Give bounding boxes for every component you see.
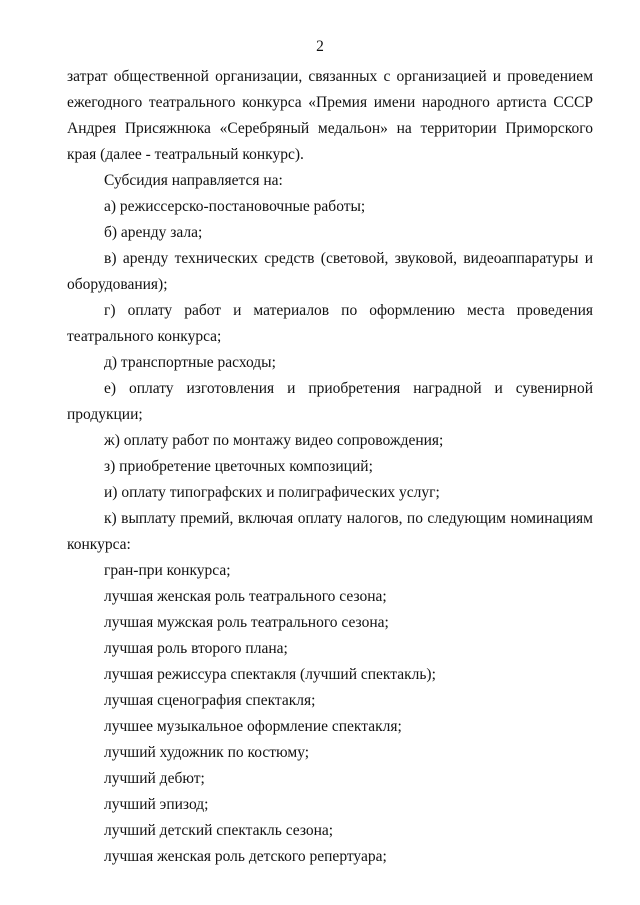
list-item-b: б) аренду зала; <box>104 224 203 241</box>
nomination-item: лучшая женская роль детского репертуара; <box>104 848 387 865</box>
nomination-item: лучшая женская роль театрального сезона; <box>104 588 387 605</box>
document-body <box>67 64 593 870</box>
page-number: 2 <box>316 38 324 55</box>
nomination-item: лучший эпизод; <box>104 796 209 813</box>
nomination-item: лучшая роль второго плана; <box>104 640 288 657</box>
list-item-v: в) аренду технических средств (световой, звуковой, видеоаппаратуры и оборудования); <box>67 250 593 293</box>
nomination-item: лучший дебют; <box>104 770 205 787</box>
list-item-i: и) оплату типографских и полиграфических услуг; <box>104 484 440 501</box>
list-item-k: к) выплату премий, включая оплату налогов, по следующим номинациям конкурса: <box>67 510 593 553</box>
nomination-item: лучший художник по костюму; <box>104 744 310 761</box>
nomination-item: лучшая режиссура спектакля (лучший спектакль); <box>104 666 436 683</box>
paragraph-intro: затрат общественной организации, связанных с организацией и проведением ежегодного театрального конкурса «Премия имени народного артиста СССР Андрея Присяжнюка «Серебряный медальон» на территории Приморского края (далее - театральный конкурс). <box>67 68 593 163</box>
nomination-item: лучшее музыкальное оформление спектакля; <box>104 718 402 735</box>
nomination-item: лучшая сценография спектакля; <box>104 692 316 709</box>
list-item-a: а) режиссерско-постановочные работы; <box>104 198 366 215</box>
list-item-zh: ж) оплату работ по монтажу видео сопровождения; <box>104 432 444 449</box>
nomination-item: лучший детский спектакль сезона; <box>104 822 334 839</box>
list-item-z: з) приобретение цветочных композиций; <box>104 458 373 475</box>
paragraph-subsidy-purpose: Субсидия направляется на: <box>104 172 283 189</box>
list-item-d: д) транспортные расходы; <box>104 354 276 371</box>
list-item-g: г) оплату работ и материалов по оформлению места проведения театрального конкурса; <box>67 302 593 345</box>
nomination-item: лучшая мужская роль театрального сезона; <box>104 614 389 631</box>
nominations-list <box>67 558 593 870</box>
list-item-e: е) оплату изготовления и приобретения наградной и сувенирной продукции; <box>67 380 593 423</box>
nomination-item: гран-при конкурса; <box>104 562 231 579</box>
